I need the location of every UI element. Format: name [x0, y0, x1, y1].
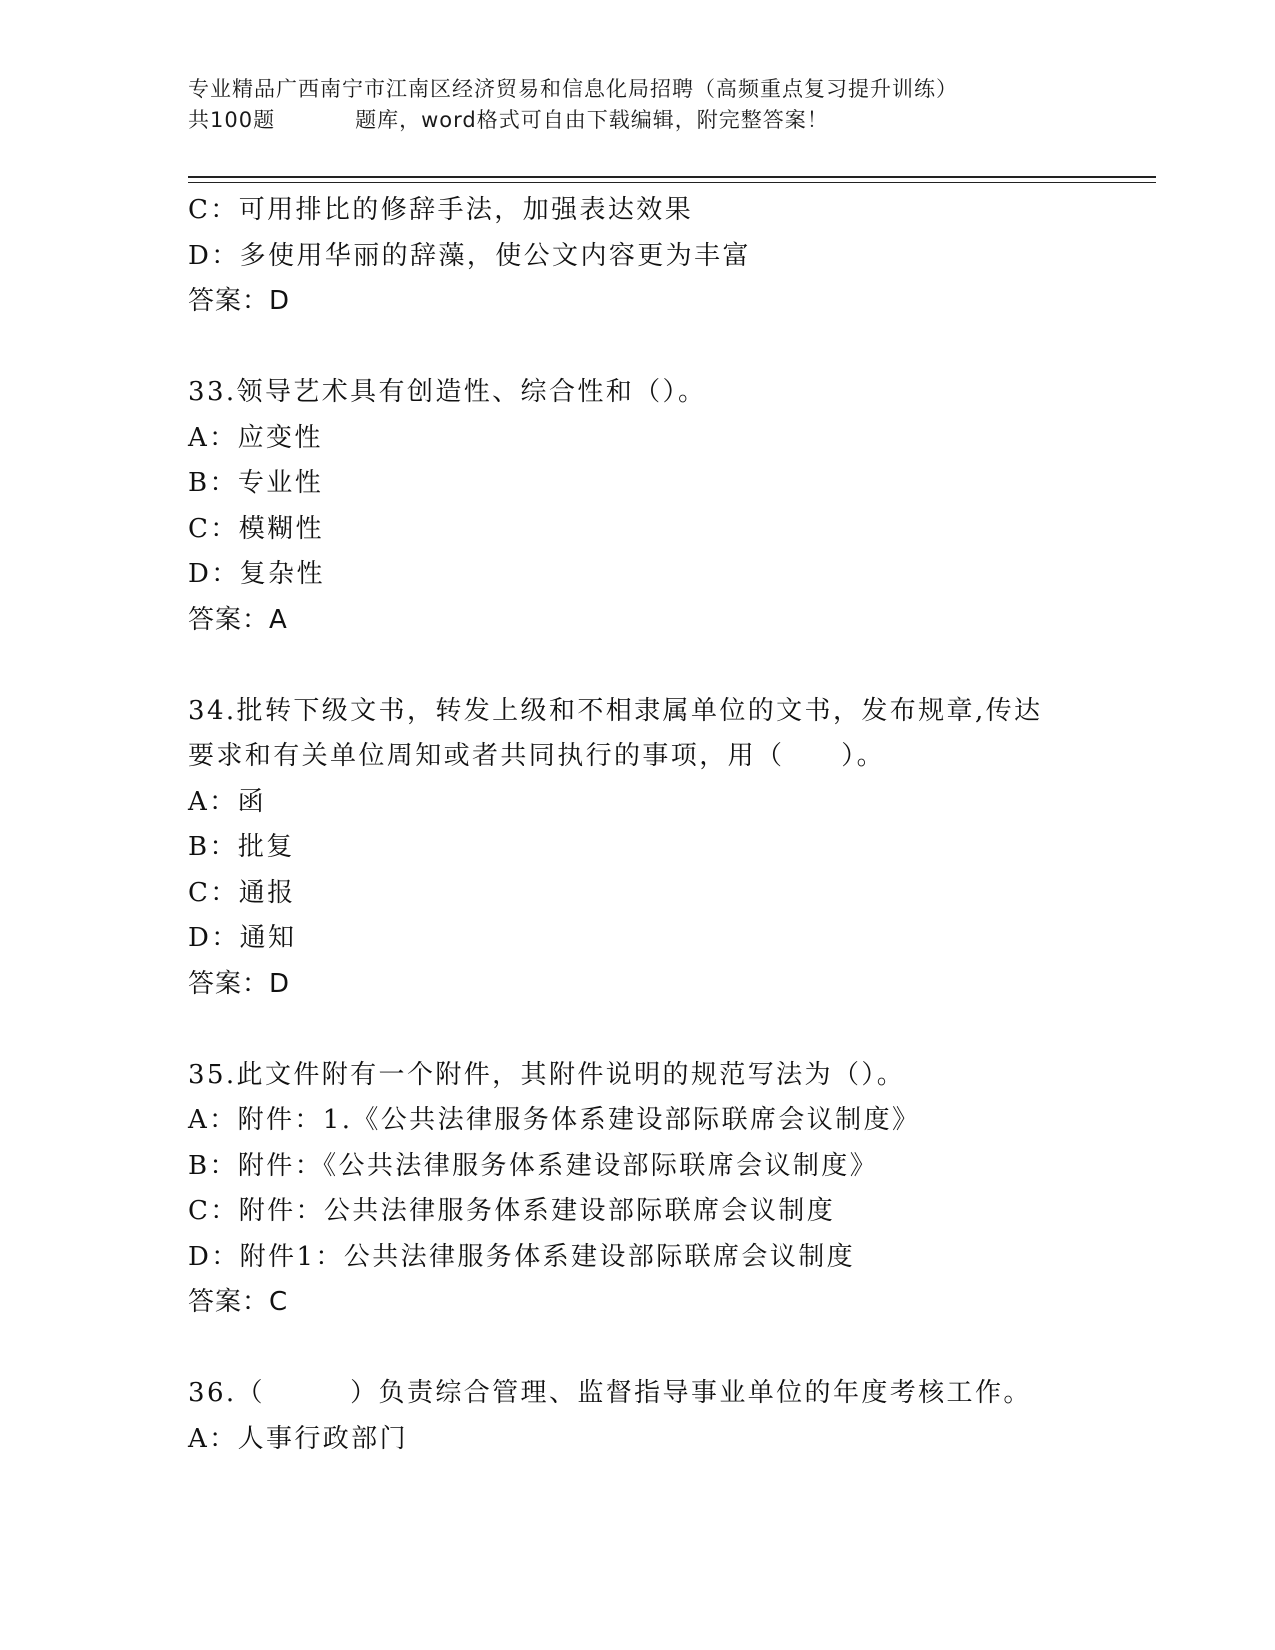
option-c: C：通报: [188, 877, 296, 908]
question-stem: 33.领导艺术具有创造性、综合性和（）。: [188, 377, 707, 407]
option-b: B：专业性: [188, 468, 324, 498]
option-c: C：模糊性: [188, 513, 324, 544]
question-stem-continued: 要求和有关单位周知或者共同执行的事项，用（ ）。: [188, 741, 886, 771]
question-block-32: [188, 188, 1088, 325]
option-d: D：复杂性: [188, 559, 325, 589]
document-header: [188, 74, 1148, 136]
header-divider-thick: [188, 176, 1156, 178]
option-a: A：附件：1.《公共法律服务体系建设部际联席会议制度》: [188, 1105, 921, 1135]
option-c: C：可用排比的修辞手法，加强表达效果: [188, 195, 694, 225]
question-count: 共100题: [188, 108, 276, 132]
question-block-33: [188, 370, 1088, 643]
spacer: [188, 643, 1088, 689]
option-a: A：函: [188, 786, 266, 817]
header-title: 专业精品广西南宁市江南区经济贸易和信息化局招聘（高频重点复习提升训练）: [188, 77, 958, 101]
question-stem: 34.批转下级文书，转发上级和不相隶属单位的文书，发布规章,传达: [188, 695, 1043, 726]
answer-line: 答案：D: [188, 286, 291, 316]
header-description: 题库，word格式可自由下载编辑，附完整答案！: [355, 108, 829, 132]
answer-line: 答案：A: [188, 604, 288, 635]
question-block-35: [188, 1053, 1088, 1326]
answer-line: 答案：D: [188, 968, 291, 999]
header-subtitle: [188, 105, 1148, 136]
question-block-34: [188, 689, 1088, 1008]
option-d: D：通知: [188, 923, 297, 953]
option-a: A：人事行政部门: [188, 1423, 408, 1454]
answer-line: 答案：C: [188, 1287, 289, 1317]
spacer: [188, 1326, 1088, 1372]
spacer: [188, 1007, 1088, 1053]
question-stem: 36.（ ）负责综合管理、监督指导事业单位的年度考核工作。: [188, 1378, 1032, 1408]
question-block-36: [188, 1371, 1088, 1462]
header-divider-thin: [188, 182, 1156, 183]
option-b: B：批复: [188, 832, 295, 862]
option-d: D：多使用华丽的辞藻，使公文内容更为丰富: [188, 240, 751, 271]
question-list: [188, 188, 1088, 1462]
option-c: C：附件：公共法律服务体系建设部际联席会议制度: [188, 1196, 836, 1226]
option-b: B：附件：《公共法律服务体系建设部际联席会议制度》: [188, 1150, 879, 1181]
question-stem: 35.此文件附有一个附件，其附件说明的规范写法为（）。: [188, 1059, 906, 1090]
option-a: A：应变性: [188, 422, 323, 453]
spacer: [188, 325, 1088, 371]
option-d: D：附件1：公共法律服务体系建设部际联席会议制度: [188, 1241, 855, 1272]
